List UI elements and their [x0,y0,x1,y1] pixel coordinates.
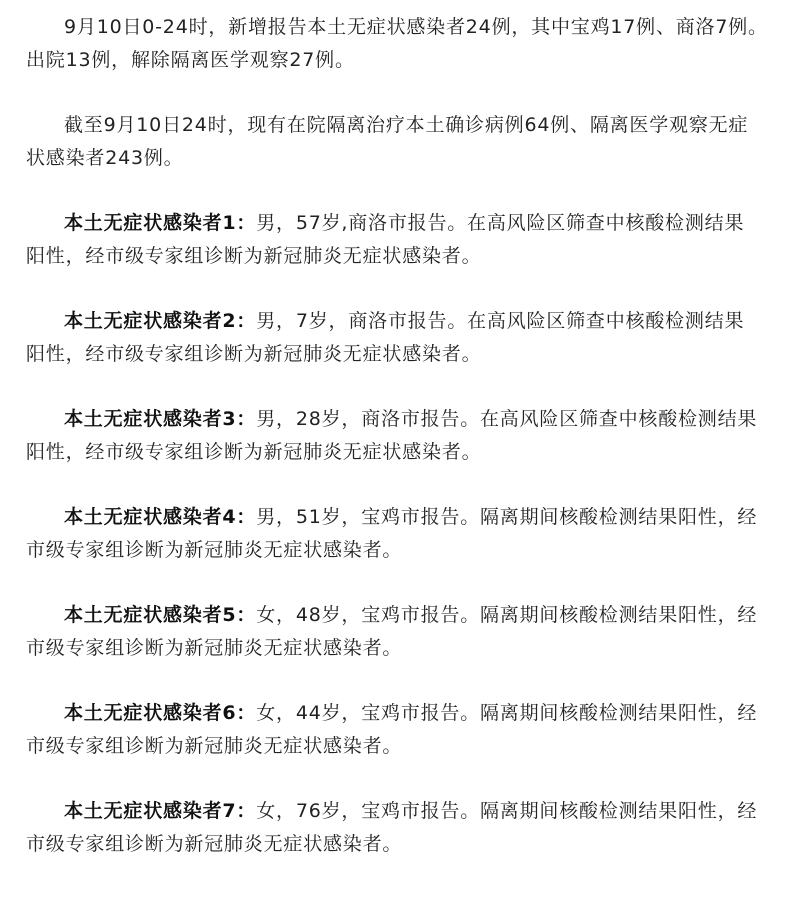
case-label: 本土无症状感染者5： [64,604,257,626]
case-paragraph-2 [26,305,780,371]
text-line [26,501,780,534]
case-detail: 男，57岁,商洛市报告。在高风险区筛查中核酸检测结果 [256,212,745,234]
case-paragraph-4 [26,501,780,567]
case-paragraph-7 [26,795,780,861]
summary-paragraph-new-cases [26,11,780,77]
case-detail: 女，44岁，宝鸡市报告。隔离期间核酸检测结果阳性，经 [256,702,758,724]
text-line [26,795,780,828]
case-detail: 男，51岁，宝鸡市报告。隔离期间核酸检测结果阳性，经 [256,506,758,528]
text-line: 市级专家组诊断为新冠肺炎无症状感染者。 [26,637,403,659]
case-paragraph-6 [26,697,780,763]
case-label: 本土无症状感染者1： [64,212,257,234]
case-label: 本土无症状感染者6： [64,702,257,724]
case-detail: 女，48岁，宝鸡市报告。隔离期间核酸检测结果阳性，经 [256,604,758,626]
case-detail: 男，28岁，商洛市报告。在高风险区筛查中核酸检测结果 [256,408,758,430]
case-detail: 女，76岁，宝鸡市报告。隔离期间核酸检测结果阳性，经 [256,800,758,822]
text-line [26,403,780,436]
text-line: 市级专家组诊断为新冠肺炎无症状感染者。 [26,735,403,757]
case-label: 本土无症状感染者7： [64,800,257,822]
case-label: 本土无症状感染者2： [64,310,257,332]
case-detail: 男，7岁，商洛市报告。在高风险区筛查中核酸检测结果 [256,310,745,332]
text-line: 阳性，经市级专家组诊断为新冠肺炎无症状感染者。 [26,343,482,365]
text-line: 市级专家组诊断为新冠肺炎无症状感染者。 [26,833,403,855]
text-line: 市级专家组诊断为新冠肺炎无症状感染者。 [26,539,403,561]
text-line: 状感染者243例。 [26,147,184,169]
text-line: 阳性，经市级专家组诊断为新冠肺炎无症状感染者。 [26,245,482,267]
case-label: 本土无症状感染者4： [64,506,257,528]
text-line: 阳性，经市级专家组诊断为新冠肺炎无症状感染者。 [26,441,482,463]
case-paragraph-5 [26,599,780,665]
text-line [26,697,780,730]
summary-paragraph-current-cases [26,109,780,175]
text-line: 截至9月10日24时，现有在院隔离治疗本土确诊病例64例、隔离医学观察无症 [64,114,749,136]
text-line: 出院13例，解除隔离医学观察27例。 [26,49,355,71]
case-paragraph-1 [26,207,780,273]
text-line [26,207,780,240]
text-line [26,599,780,632]
text-line: 9月10日0-24时，新增报告本土无症状感染者24例，其中宝鸡17例、商洛7例。 [64,16,768,38]
text-line [26,305,780,338]
case-paragraph-3 [26,403,780,469]
case-label: 本土无症状感染者3： [64,408,257,430]
